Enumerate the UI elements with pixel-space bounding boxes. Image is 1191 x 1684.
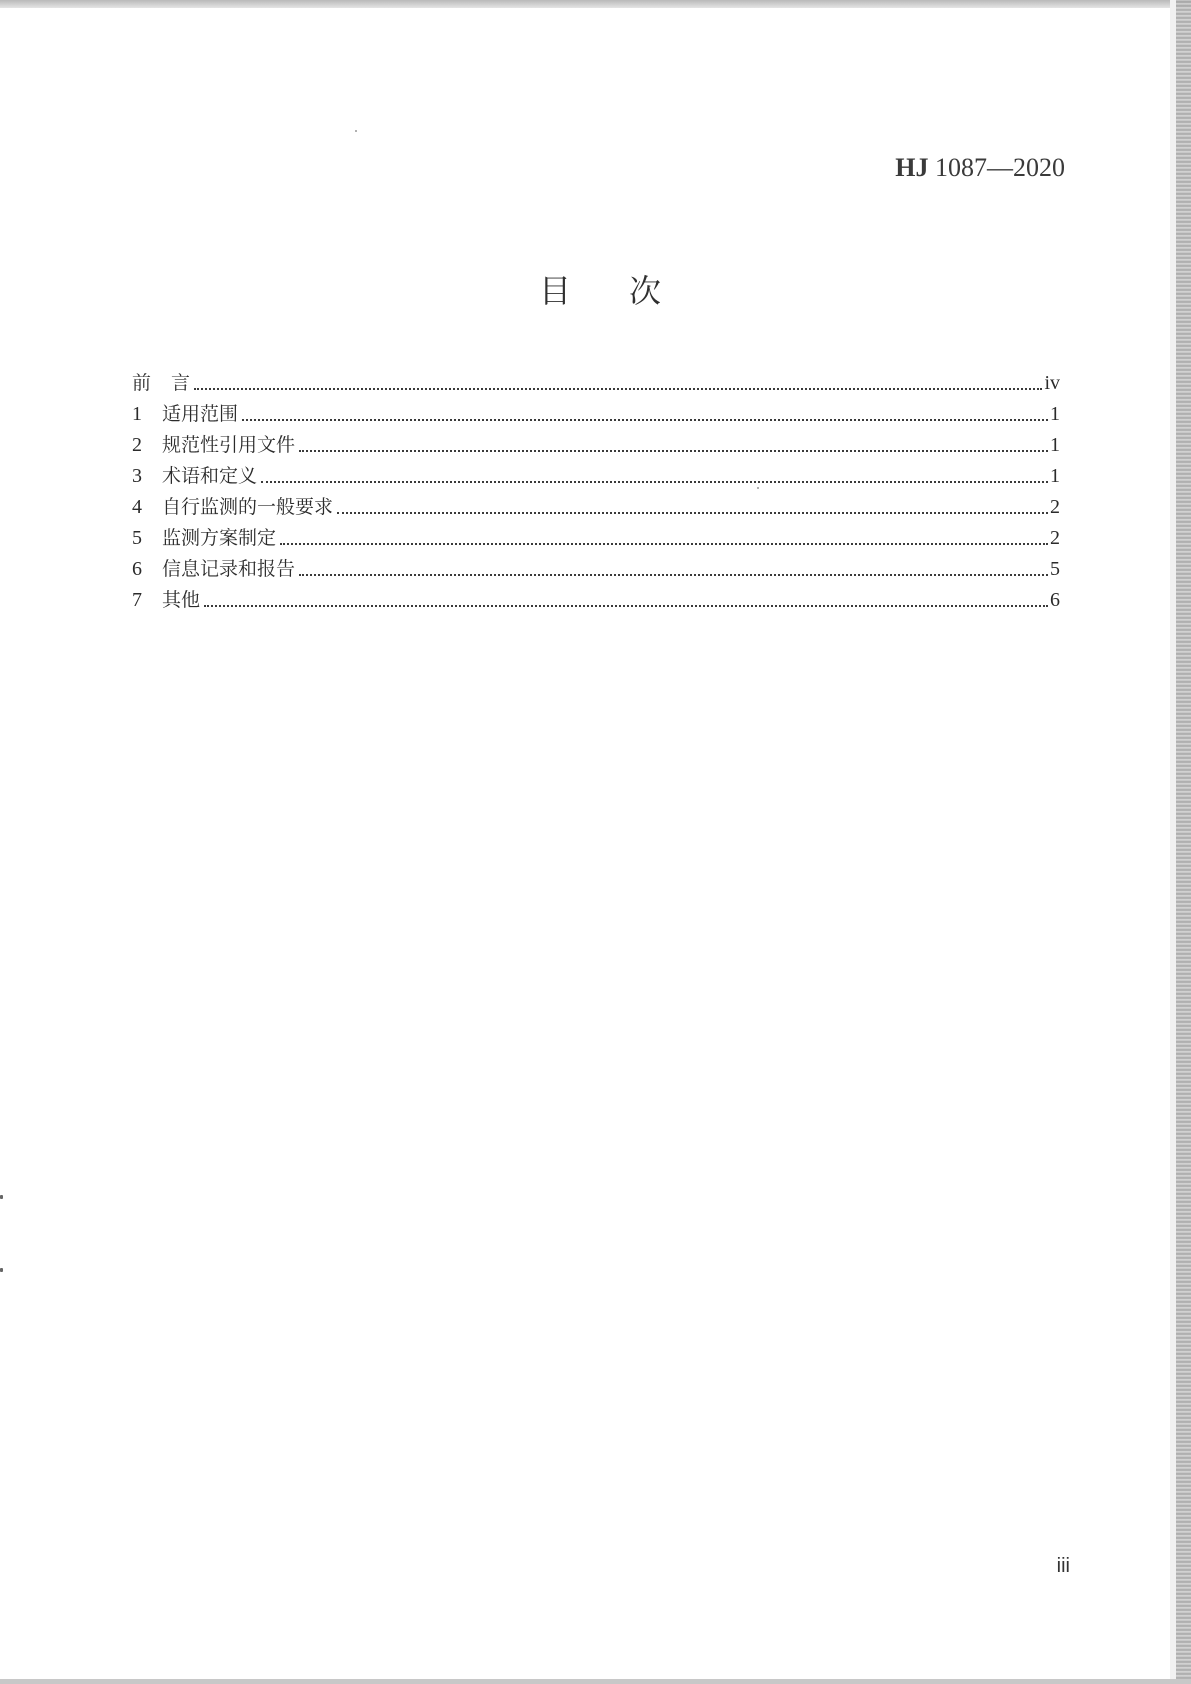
toc-entry-2[interactable]	[132, 426, 1060, 457]
toc-leader-dots	[299, 450, 1048, 452]
toc-leader-dots	[194, 388, 1042, 390]
toc-entry-6[interactable]	[132, 550, 1060, 581]
toc-entry-number: 3	[132, 465, 142, 487]
toc-entry-3[interactable]	[132, 457, 1060, 488]
toc-entry-label: 术语和定义	[162, 465, 258, 487]
table-of-contents	[132, 364, 1060, 612]
toc-entry-page: 1	[1050, 403, 1060, 425]
toc-entry-preface[interactable]	[132, 364, 1060, 395]
toc-entry-number: 1	[132, 403, 142, 425]
toc-entry-label: 自行监测的一般要求	[162, 496, 334, 518]
toc-leader-dots	[337, 512, 1048, 514]
toc-entry-label: 信息记录和报告	[162, 558, 296, 580]
toc-entry-page: 1	[1050, 465, 1060, 487]
toc-entry-page: 6	[1050, 589, 1060, 611]
toc-entry-label: 适用范围	[162, 403, 239, 425]
toc-entry-label: 规范性引用文件	[162, 434, 296, 456]
scan-speck	[0, 1268, 3, 1272]
toc-entry-number: 5	[132, 527, 142, 549]
scan-bottom-edge	[0, 1679, 1191, 1684]
toc-leader-dots	[261, 481, 1048, 483]
scan-top-edge	[0, 0, 1191, 8]
toc-entry-7[interactable]	[132, 581, 1060, 612]
toc-entry-page: iv	[1044, 372, 1060, 394]
scan-speck	[0, 1195, 3, 1199]
toc-entry-page: 1	[1050, 434, 1060, 456]
toc-leader-dots	[280, 543, 1048, 545]
toc-entry-number: 2	[132, 434, 142, 456]
toc-entry-label: 其他	[162, 589, 201, 611]
page-number: iii	[1056, 1555, 1070, 1577]
scan-speck	[355, 130, 357, 132]
toc-leader-dots	[299, 574, 1048, 576]
document-code	[820, 153, 1065, 183]
toc-entry-label: 监测方案制定	[162, 527, 277, 549]
toc-leader-dots	[204, 605, 1048, 607]
toc-entry-number: 6	[132, 558, 142, 580]
toc-entry-number: 7	[132, 589, 142, 611]
toc-entry-page: 2	[1050, 527, 1060, 549]
document-code-number: 1087—2020	[935, 153, 1065, 182]
toc-entry-label: 前言	[132, 372, 211, 394]
scan-right-edge	[1176, 0, 1191, 1684]
toc-entry-page: 2	[1050, 496, 1060, 518]
toc-entry-number: 4	[132, 496, 142, 518]
document-code-prefix: HJ	[895, 153, 929, 182]
toc-entry-4[interactable]	[132, 488, 1060, 519]
toc-title: 目次	[538, 272, 719, 310]
toc-entry-1[interactable]	[132, 395, 1060, 426]
toc-leader-dots	[242, 419, 1048, 421]
toc-entry-page: 5	[1050, 558, 1060, 580]
toc-entry-5[interactable]	[132, 519, 1060, 550]
